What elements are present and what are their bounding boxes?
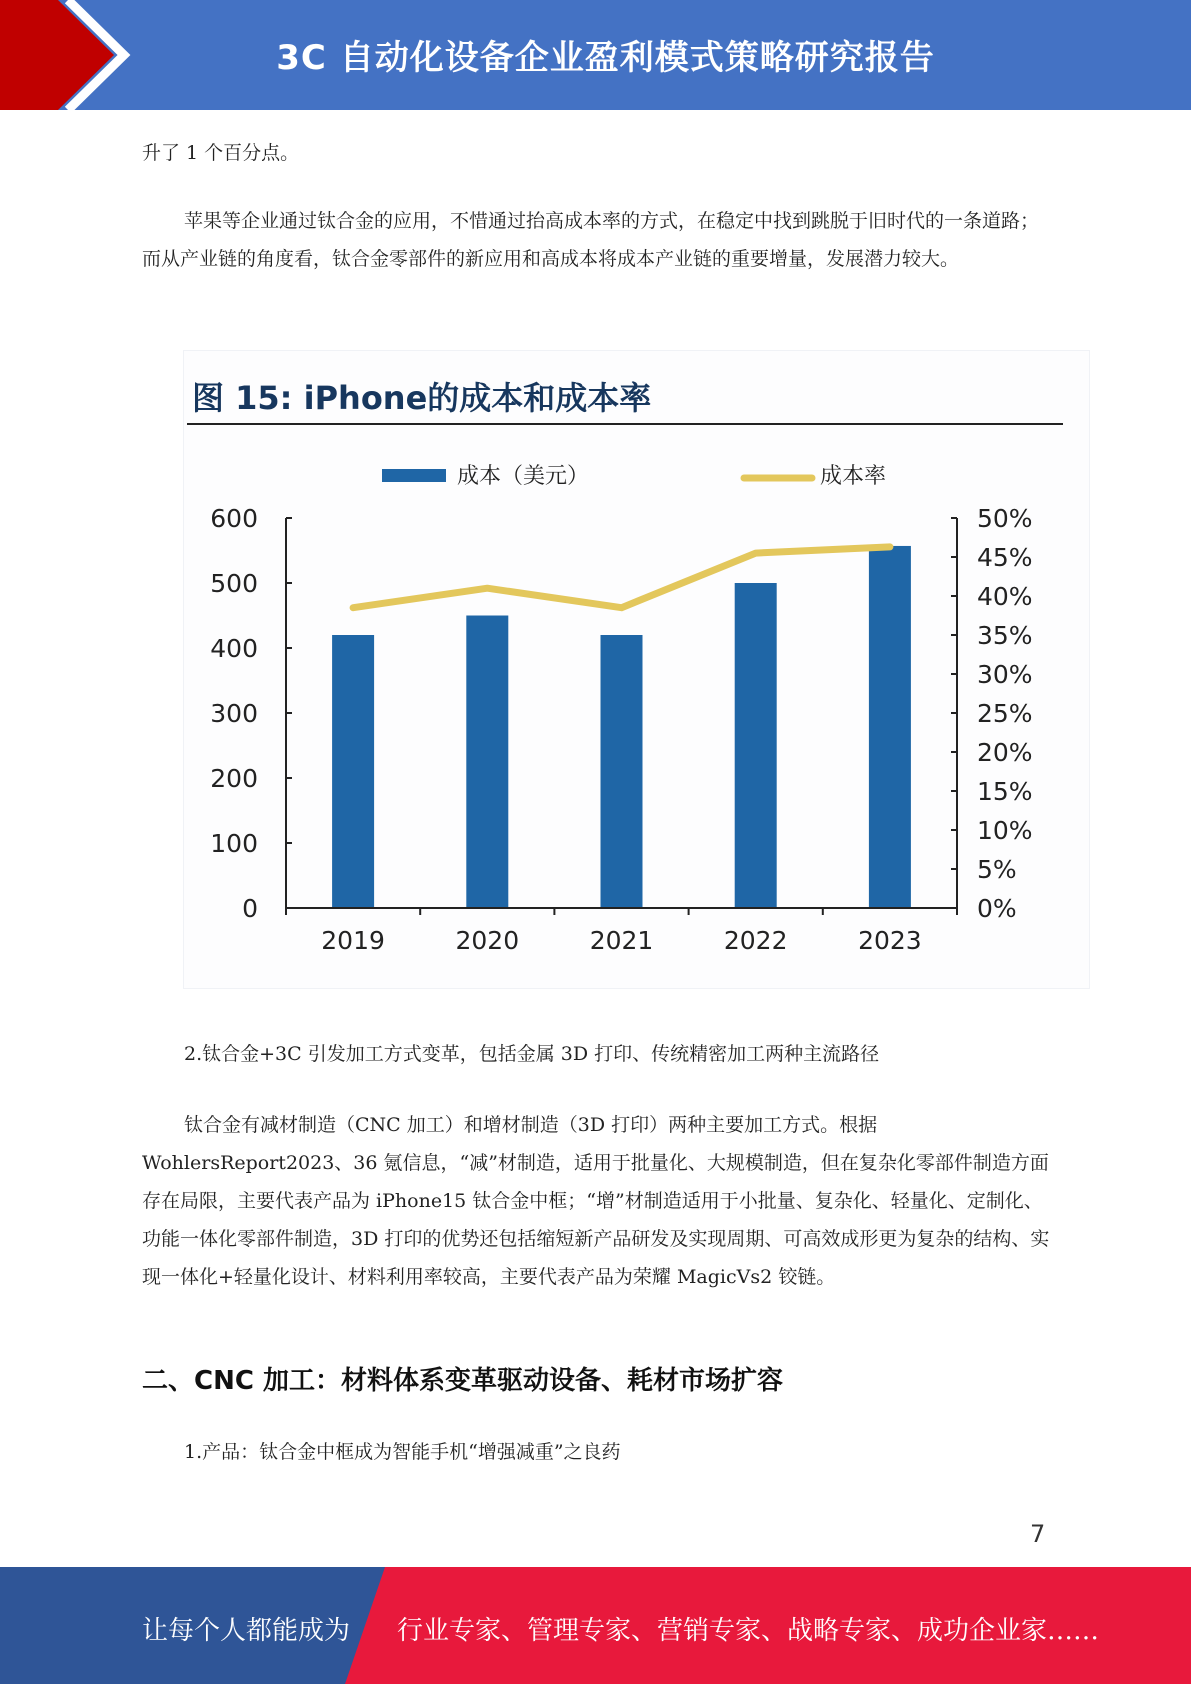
report-title: 3C 自动化设备企业盈利模式策略研究报告	[276, 38, 935, 78]
x-tick-label: 2021	[589, 926, 654, 955]
y-left-tick-label: 0	[242, 894, 258, 923]
y-right-tick-label: 25%	[977, 699, 1033, 728]
bar-2022	[735, 583, 777, 908]
line-point-2019	[352, 607, 354, 609]
y-right-tick-label: 40%	[977, 582, 1033, 611]
y-right-tick-label: 30%	[977, 660, 1033, 689]
bar-2021	[601, 635, 643, 908]
y-left-tick-label: 200	[210, 764, 258, 793]
legend-line-label: 成本率	[820, 464, 887, 489]
chart-canvas	[184, 351, 1089, 988]
x-tick-label: 2020	[455, 926, 520, 955]
y-left-tick-label: 300	[210, 699, 258, 728]
line-cost-rate	[353, 547, 890, 608]
chart-title: 图 15: iPhone的成本和成本率	[192, 379, 652, 417]
y-left-tick-label: 100	[210, 829, 258, 858]
y-right-tick-label: 50%	[977, 504, 1033, 533]
line-point-2021	[621, 607, 623, 609]
footer-slogan-left: 让每个人都能成为	[142, 1616, 351, 1646]
bar-2020	[466, 616, 508, 909]
y-left-tick-label: 600	[210, 504, 258, 533]
paragraph-continued: 升了 1 个百分点。	[142, 142, 300, 164]
paragraph-processing-methods: 钛合金有减材制造（CNC 加工）和增材制造（3D 打印）两种主要加工方式。根据 WohlersReport2023、36 氪信息，“减”材制造，适用于批量化、大规模制造，但在复杂化零部件制造方面存在局限，主要代表产品为 iPhone15 钛合金中框；“增”材制造适用于小批量、复杂化、轻量化、定制化、功能一体化零部件制造，3D 打印的优势还包括缩短新产品研发及实现周期、可高效成形更为复杂的结构、实现一体化+轻量化设计、材料利用率较高，主要代表产品为荣耀 MagicVs2 铰链。	[142, 1114, 1050, 1288]
line-point-2022	[755, 552, 757, 554]
y-right-tick-label: 20%	[977, 738, 1033, 767]
bar-2019	[332, 635, 374, 908]
figure-iphone-cost	[183, 350, 1090, 989]
legend-bar-swatch	[382, 469, 446, 482]
bar-2023	[869, 546, 911, 908]
subheading-product: 1.产品：钛合金中框成为智能手机“增强减重”之良药	[184, 1441, 621, 1463]
line-point-2020	[486, 587, 488, 589]
line-point-2023	[889, 546, 891, 548]
y-right-tick-label: 10%	[977, 816, 1033, 845]
y-right-tick-label: 0%	[977, 894, 1017, 923]
page-number: 7	[1030, 1520, 1046, 1548]
page-header	[0, 0, 1191, 110]
y-right-tick-label: 15%	[977, 777, 1033, 806]
legend-bar-label: 成本（美元）	[457, 464, 590, 489]
page-footer	[0, 1567, 1191, 1684]
y-left-tick-label: 500	[210, 569, 258, 598]
y-right-tick-label: 35%	[977, 621, 1033, 650]
footer-slogan-right: 行业专家、管理专家、营销专家、战略专家、成功企业家……	[397, 1616, 1100, 1646]
x-tick-label: 2019	[321, 926, 385, 955]
paragraph-titanium-apple: 苹果等企业通过钛合金的应用，不惜通过抬高成本率的方式，在稳定中找到跳脱于旧时代的一条道路；而从产业链的角度看，钛合金零部件的新应用和高成本将成本产业链的重要增量，发展潜力较大。	[142, 210, 1040, 270]
x-tick-label: 2023	[858, 926, 922, 955]
x-tick-label: 2022	[723, 926, 788, 955]
y-right-tick-label: 45%	[977, 543, 1033, 572]
subheading-processing-change: 2.钛合金+3C 引发加工方式变革，包括金属 3D 打印、传统精密加工两种主流路径	[184, 1043, 880, 1065]
y-left-tick-label: 400	[210, 634, 258, 663]
y-right-tick-label: 5%	[977, 855, 1017, 884]
section-heading-cnc: 二、CNC 加工：材料体系变革驱动设备、耗材市场扩容	[142, 1366, 783, 1396]
